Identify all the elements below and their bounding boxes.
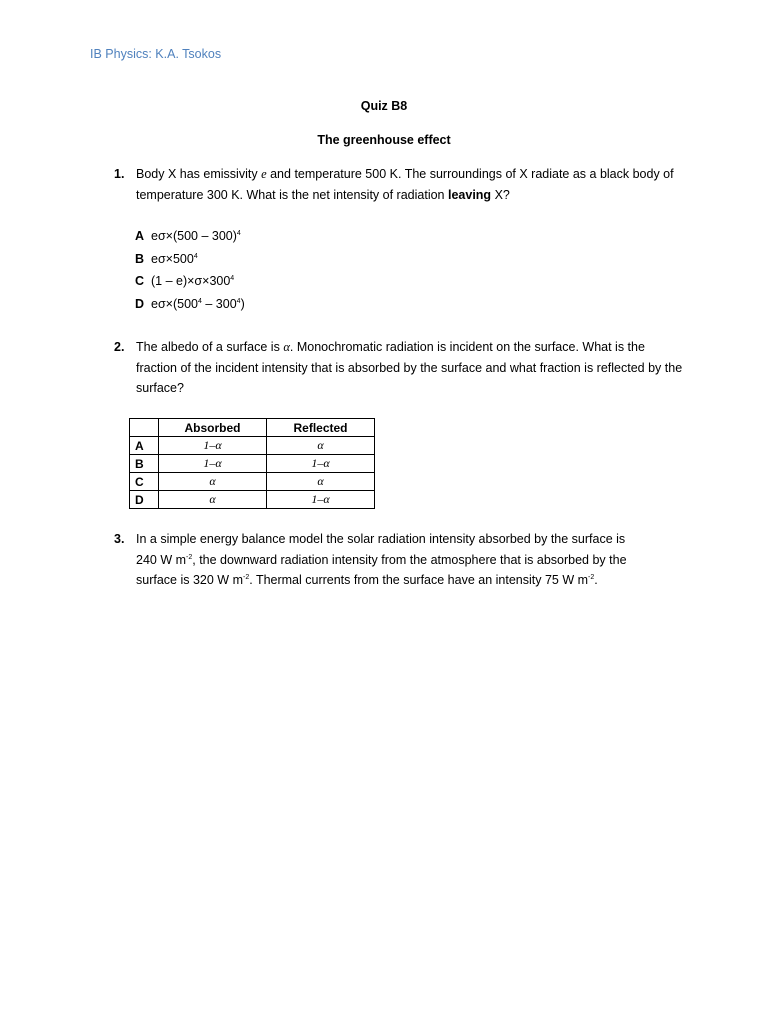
exponent: 4 xyxy=(230,274,235,282)
question-text-part: surface is 320 W m xyxy=(136,573,243,587)
quiz-title: Quiz B8 xyxy=(360,99,408,113)
question-text-part: and temperature 500 K. The surroundings of X radiate as a black body of xyxy=(270,167,674,181)
question-text xyxy=(136,337,684,399)
question-text-part: X? xyxy=(494,187,510,202)
emphasis-leaving: leaving xyxy=(448,187,492,202)
question-text-part: . xyxy=(594,573,598,587)
table-cell: α xyxy=(267,473,375,491)
option-d[interactable] xyxy=(135,293,245,316)
question-1 xyxy=(114,164,694,205)
table-cell: α xyxy=(159,473,267,491)
question-text-part: Body X has emissivity xyxy=(136,167,258,181)
table-cell: 1–α xyxy=(267,455,375,473)
quiz-subtitle: The greenhouse effect xyxy=(317,133,451,147)
question-text-part: The albedo of a surface is xyxy=(136,340,280,354)
exponent: 4 xyxy=(193,252,198,260)
option-c[interactable] xyxy=(135,270,245,293)
exponent: -2 xyxy=(242,573,250,581)
option-letter: A xyxy=(135,229,145,243)
option-letter: D xyxy=(135,296,145,311)
document-header: IB Physics: K.A. Tsokos xyxy=(90,47,222,61)
option-b[interactable] xyxy=(135,248,245,271)
row-label: B xyxy=(130,455,159,473)
question-text xyxy=(136,164,694,205)
table-cell: 1–α xyxy=(159,437,267,455)
question-text-part: temperature 300 K. What is the net intensity of radiation xyxy=(136,187,445,202)
option-a[interactable] xyxy=(135,225,245,248)
exponent: -2 xyxy=(186,553,193,561)
option-expression: ) xyxy=(240,296,245,311)
albedo-symbol: α xyxy=(283,340,290,354)
table-cell: 1–α xyxy=(267,491,375,509)
exponent: 4 xyxy=(198,297,202,305)
option-expression: eσ×(500 xyxy=(151,296,198,311)
emissivity-symbol: e xyxy=(261,167,267,181)
table-header-absorbed: Absorbed xyxy=(159,419,267,437)
table-cell: 1–α xyxy=(159,455,267,473)
question-number: 1. xyxy=(114,167,125,181)
table-header-cell xyxy=(130,419,159,437)
question-text xyxy=(136,529,694,591)
question-2 xyxy=(114,337,684,399)
option-letter: C xyxy=(135,274,145,288)
table-header-row xyxy=(130,419,375,437)
question-number: 3. xyxy=(114,532,125,546)
question-3 xyxy=(114,529,694,591)
option-expression: eσ×(500 – 300) xyxy=(151,229,237,243)
option-expression: eσ×500 xyxy=(151,251,194,266)
row-label: D xyxy=(130,491,159,509)
question-text-part: , the downward radiation intensity from the atmosphere that is absorbed by the xyxy=(192,552,627,567)
question-text-part: . Thermal currents from the surface have an intensity 75 W m xyxy=(249,573,589,587)
row-label: A xyxy=(130,437,159,455)
option-letter: B xyxy=(135,251,145,266)
question-text-part: 240 W m xyxy=(136,552,187,567)
exponent: 4 xyxy=(236,297,241,305)
exponent: -2 xyxy=(588,573,595,581)
option-expression: (1 – e)×σ×300 xyxy=(151,274,231,288)
table-row xyxy=(130,437,375,455)
table-row xyxy=(130,473,375,491)
answer-table xyxy=(129,418,375,509)
row-label: C xyxy=(130,473,159,491)
question-text-part: In a simple energy balance model the solar radiation intensity absorbed by the surface is xyxy=(136,532,626,546)
table-row xyxy=(130,491,375,509)
exponent: 4 xyxy=(236,229,241,237)
table-cell: α xyxy=(267,437,375,455)
question-text-part: . Monochromatic radiation is incident on the surface. What is the fraction of the incident intensity that is absorbed by the surface and what fraction is reflected by the surface? xyxy=(136,340,683,395)
question-1-options xyxy=(135,225,245,315)
table-cell: α xyxy=(159,491,267,509)
table-row xyxy=(130,455,375,473)
option-expression: – 300 xyxy=(201,296,237,311)
question-number: 2. xyxy=(114,340,125,354)
table-header-reflected: Reflected xyxy=(267,419,375,437)
